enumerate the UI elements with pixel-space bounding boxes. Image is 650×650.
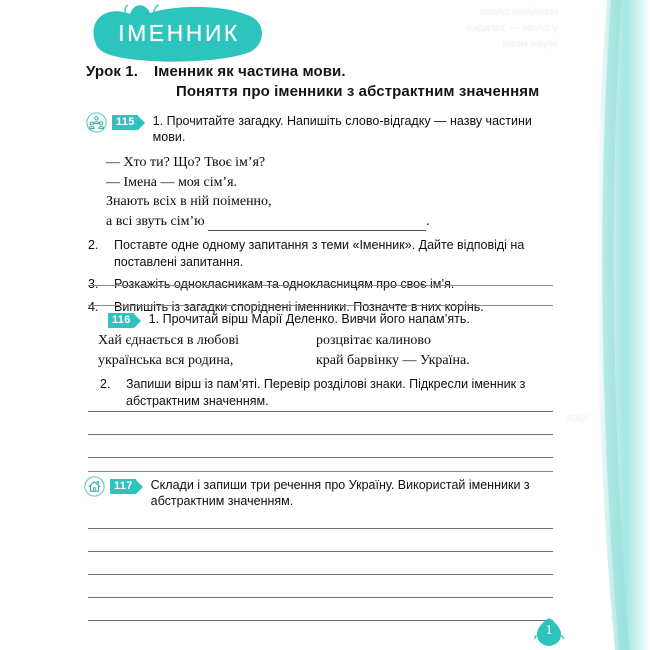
exercise-115-task-text: Прочитайте загадку. Напишіть слово-відгадку — назву частини мови. xyxy=(152,114,532,144)
exercise-115-task-number: 1. xyxy=(152,114,164,128)
writing-line-117-4[interactable] xyxy=(88,597,553,598)
subtask-3-number: 3. xyxy=(88,277,99,291)
subtask-116-2 xyxy=(98,376,558,409)
poem-line-1-left: Хай єднається в любові xyxy=(98,333,239,348)
page-number-badge xyxy=(534,617,564,647)
exercise-116-task-text: Прочитай вірш Марії Деленко. Вивчи його напам’ять. xyxy=(162,312,470,326)
exercise-116-task xyxy=(149,311,558,327)
poem-row-2 xyxy=(98,351,558,371)
poem-line-2-right: край барвінку — Україна. xyxy=(316,352,470,368)
subtask-2-number: 2. xyxy=(88,238,99,252)
divider-line-3 xyxy=(88,471,553,472)
exercise-117-header xyxy=(84,477,556,509)
subtask-116-2-number: 2. xyxy=(100,377,111,391)
writing-line-116-1[interactable] xyxy=(88,411,553,412)
exercise-117-number-tag xyxy=(110,479,143,494)
page-showthrough-text xyxy=(258,4,558,56)
riddle-line-1: — Хто ти? Що? Твоє ім’я? xyxy=(106,155,266,170)
riddle-line-4-tail: . xyxy=(426,213,430,229)
riddle-line-4: а всі звуть сім’ю xyxy=(106,213,205,229)
lesson-title-line-1: Іменник як частина мови. xyxy=(153,63,346,80)
poem-row-1 xyxy=(98,331,558,351)
exercise-115-task xyxy=(153,113,556,145)
writing-line-116-2[interactable] xyxy=(88,434,553,435)
exercise-115-number-tag xyxy=(112,115,145,130)
poem-line-1-right: розцвітає калиново xyxy=(316,333,431,348)
subtask-3-text: Розкажіть однокласникам та однокласницям про своє ім’я. xyxy=(114,277,455,291)
tag-arrow-icon xyxy=(134,314,141,328)
exercise-115-header xyxy=(86,113,556,145)
exercise-116-task-number: 1. xyxy=(148,312,160,326)
subtask-4-number: 4. xyxy=(88,299,99,314)
exercise-116-subtasks xyxy=(98,376,558,409)
exercise-117 xyxy=(84,477,556,509)
tag-arrow-icon xyxy=(138,116,145,130)
exercise-115-subtasks xyxy=(86,237,556,315)
riddle-line-4-wrapper xyxy=(106,212,556,232)
home-task-icon xyxy=(84,476,105,497)
exercise-116-poem xyxy=(98,331,558,370)
topic-badge xyxy=(84,4,268,62)
page-number: 1 xyxy=(545,623,553,638)
exercise-116-number-tag xyxy=(108,313,141,328)
exercise-117-task: Склади і запиши три речення про Україну. Використай іменники з абстрактним значенням. xyxy=(150,478,530,508)
topic-badge-label: ІМЕННИК xyxy=(118,19,240,46)
lesson-label: Урок 1. xyxy=(86,63,138,80)
riddle-line-3: Знають всіх в ній поіменно, xyxy=(106,194,272,209)
writing-line-116-3[interactable] xyxy=(88,457,553,458)
subtask-116-2-text: Запиши вірш із пам’яті. Перевір розділові знаки. Підкресли іменник з абстрактним значенням. xyxy=(126,377,526,408)
writing-line-117-1[interactable] xyxy=(88,528,553,529)
exercise-115-riddle xyxy=(106,153,556,231)
ghost-line-3: звуки мови xyxy=(502,38,558,50)
exercise-116 xyxy=(98,311,558,409)
writing-line-117-5[interactable] xyxy=(88,620,553,621)
writing-line-117-2[interactable] xyxy=(88,551,553,552)
page-showthrough-text-2: Урок xyxy=(566,412,590,424)
lesson-header xyxy=(86,62,556,102)
exercise-116-number: 116 xyxy=(108,313,134,328)
group-work-icon xyxy=(86,112,107,133)
riddle-line-2: — Імена — моя сім’я. xyxy=(106,174,238,190)
divider-line-2 xyxy=(88,305,553,306)
divider-line-1 xyxy=(88,285,553,286)
lesson-title-line-2: Поняття про іменники з абстрактним значенням xyxy=(175,83,540,100)
tag-arrow-icon xyxy=(136,480,143,494)
riddle-answer-blank[interactable] xyxy=(208,217,426,231)
poem-line-2-left: українська вся родина, xyxy=(98,352,234,368)
exercise-116-header xyxy=(108,311,558,328)
writing-line-117-3[interactable] xyxy=(88,574,553,575)
page-edge-band xyxy=(590,0,650,650)
subtask-2-text: Поставте одне одному запитання з теми «Іменник». Дайте відповіді на поставлені запитання. xyxy=(114,238,525,269)
ghost-line-1: пізнаймо слово xyxy=(479,6,558,18)
ghost-line-2: у слові — загадка xyxy=(467,22,558,34)
subtask-4-text: Випишіть із загадки споріднені іменники. Позначте в них корінь. xyxy=(114,299,484,314)
exercise-117-number: 117 xyxy=(110,479,136,494)
subtask-2 xyxy=(86,237,556,270)
exercise-115-number: 115 xyxy=(112,115,138,130)
page-title xyxy=(154,62,539,102)
